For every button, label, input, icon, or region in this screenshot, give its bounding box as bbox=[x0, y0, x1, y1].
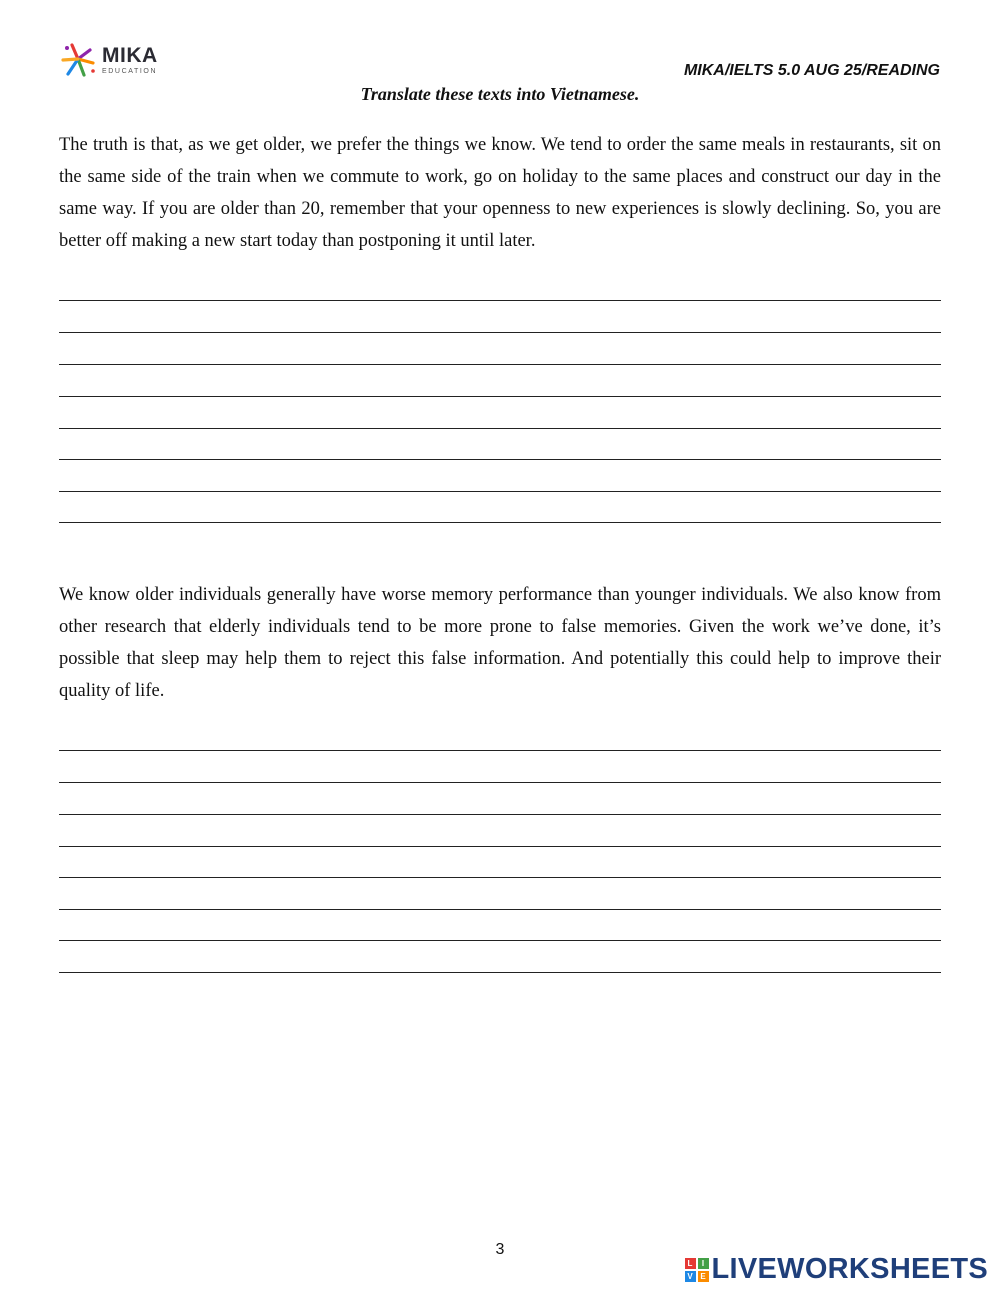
answer-line[interactable] bbox=[59, 972, 941, 973]
answer-line[interactable] bbox=[59, 396, 941, 397]
answer-line[interactable] bbox=[59, 300, 941, 301]
answer-line[interactable] bbox=[59, 332, 941, 333]
liveworksheets-watermark bbox=[685, 1255, 989, 1284]
answer-line[interactable] bbox=[59, 491, 941, 492]
liveworksheets-logo-icon bbox=[685, 1258, 709, 1282]
answer-line[interactable] bbox=[59, 782, 941, 783]
instruction-heading: Translate these texts into Vietnamese. bbox=[360, 84, 640, 104]
worksheet-code: MIKA/IELTS 5.0 AUG 25/READING bbox=[683, 62, 940, 79]
lw-block: I bbox=[698, 1258, 709, 1269]
answer-line[interactable] bbox=[59, 940, 941, 941]
lw-block: V bbox=[685, 1271, 696, 1282]
answer-line[interactable] bbox=[59, 846, 941, 847]
logo-subtitle: EDUCATION bbox=[102, 68, 158, 75]
passage-1: The truth is that, as we get older, we prefer the things we know. We tend to order the same meals in restaurants, sit on the same side of the train when we commute to work, go on holiday to the same places and construct our day in the same way. If you are older than 20, remember that your openness to new experiences is slowly declining. So, you are better off making a new start today than postponing it until later. bbox=[59, 135, 941, 251]
mika-star-icon bbox=[60, 42, 96, 78]
answer-line[interactable] bbox=[59, 750, 941, 751]
answer-line[interactable] bbox=[59, 522, 941, 523]
mika-logo bbox=[60, 42, 158, 78]
answer-line[interactable] bbox=[59, 814, 941, 815]
lw-block: L bbox=[685, 1258, 696, 1269]
answer-line[interactable] bbox=[59, 909, 941, 910]
lw-block: E bbox=[698, 1271, 709, 1282]
answer-line[interactable] bbox=[59, 459, 941, 460]
answer-line[interactable] bbox=[59, 877, 941, 878]
answer-line[interactable] bbox=[59, 428, 941, 429]
answer-line[interactable] bbox=[59, 364, 941, 365]
liveworksheets-wordmark: LIVEWORKSHEETS bbox=[711, 1253, 988, 1285]
passage-2: We know older individuals generally have worse memory performance than younger individuals. We also know from other research that elderly individuals tend to be more prone to false memories. Given the work we’ve done, it’s possible that sleep may help them to reject this false information. And potentially this could help to improve their quality of life. bbox=[59, 585, 941, 701]
logo-title: MIKA bbox=[102, 44, 158, 67]
page-number: 3 bbox=[495, 1241, 505, 1258]
